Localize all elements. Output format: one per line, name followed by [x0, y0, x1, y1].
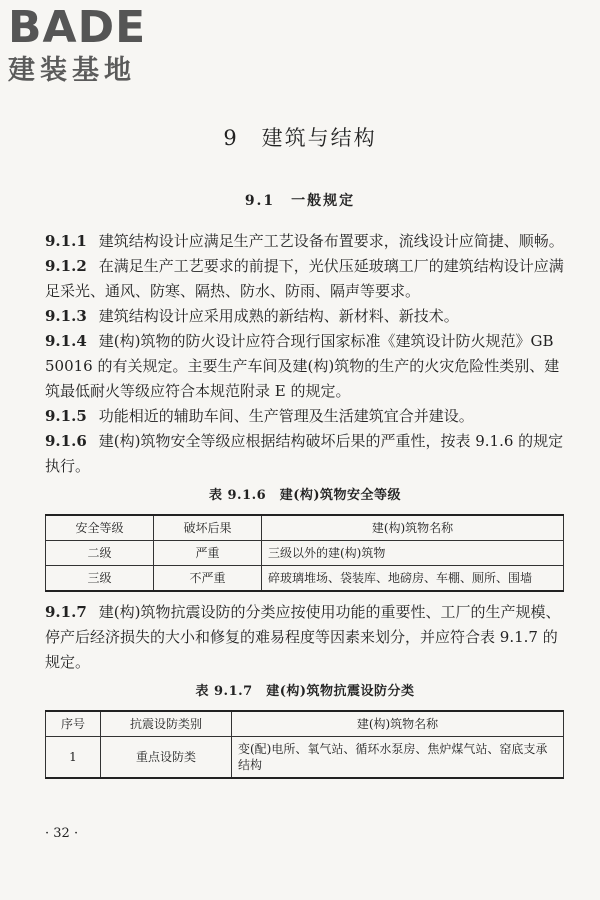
clause-text: 建(构)筑物抗震设防的分类应按使用功能的重要性、工厂的生产规模、停产后经济损失的大小和修复的难易程度等因素来划分，并应符合表 9.1.7 的规定。 [45, 603, 561, 671]
seismic-category-table [45, 710, 564, 779]
table-header-cell: 建(构)筑物名称 [232, 711, 564, 737]
clause-text: 功能相近的辅助车间、生产管理及生活建筑宜合并建设。 [98, 407, 474, 425]
table-header-cell: 破坏后果 [154, 515, 262, 541]
table-cell: 碎玻璃堆场、袋装库、地磅房、车棚、厕所、围墙 [262, 566, 564, 592]
table-cell: 重点设防类 [101, 737, 232, 779]
clause-text: 建(构)筑物的防火设计应符合现行国家标准《建筑设计防火规范》GB 50016 的有关规定。主要生产车间及建(构)筑物的生产的火灾危险性类别、建筑最低耐火等级应符合本规范附录 E 的规定。 [45, 332, 560, 400]
table-cell: 1 [46, 737, 101, 779]
section-title: 9.1 一般规定 [244, 193, 356, 209]
table-cell: 三级以外的建(构)筑物 [262, 541, 564, 566]
table-header-cell: 序号 [46, 711, 101, 737]
chapter-title: 9 建筑与结构 [223, 126, 377, 150]
paragraph-9-1-3 [45, 304, 565, 329]
clause-number: 9.1.3 [45, 307, 87, 325]
logo-text-en: BADE [8, 2, 147, 53]
table-header-row [46, 515, 564, 541]
table-header-cell: 抗震设防类别 [101, 711, 232, 737]
clause-text: 建(构)筑物安全等级应根据结构破坏后果的严重性，按表 9.1.6 的规定执行。 [45, 432, 564, 475]
clause-number: 9.1.6 [45, 432, 87, 450]
logo [8, 4, 146, 88]
table-row [46, 541, 564, 566]
table-cell: 三级 [46, 566, 154, 592]
paragraph-9-1-6 [45, 429, 565, 479]
table-header-cell: 建(构)筑物名称 [262, 515, 564, 541]
table-header-cell: 安全等级 [46, 515, 154, 541]
clause-number: 9.1.7 [45, 603, 87, 621]
page-number: · 32 · [45, 826, 79, 841]
table-cell: 严重 [154, 541, 262, 566]
table-cell: 不严重 [154, 566, 262, 592]
clause-text: 建筑结构设计应满足生产工艺设备布置要求，流线设计应简捷、顺畅。 [98, 232, 564, 250]
table-row [46, 566, 564, 592]
paragraph-9-1-5 [45, 404, 565, 429]
clause-text: 在满足生产工艺要求的前提下，光伏压延玻璃工厂的建筑结构设计应满足采光、通风、防寒、隔热、防水、防雨、隔声等要求。 [45, 257, 564, 300]
paragraph-9-1-4 [45, 329, 565, 404]
table-title-9-1-7: 表 9.1.7 建(构)筑物抗震设防分类 [195, 684, 415, 699]
paragraph-9-1-2 [45, 254, 565, 304]
clause-number: 9.1.2 [45, 257, 87, 275]
clause-number: 9.1.1 [45, 232, 87, 250]
table-header-row [46, 711, 564, 737]
table-title-9-1-6: 表 9.1.6 建(构)筑物安全等级 [208, 488, 402, 503]
paragraph-9-1-7 [45, 600, 565, 675]
table-cell: 二级 [46, 541, 154, 566]
clause-number: 9.1.4 [45, 332, 87, 350]
safety-grade-table [45, 514, 564, 592]
table-cell: 变(配)电所、氧气站、循环水泵房、焦炉煤气站、窑底支承结构 [232, 737, 564, 779]
clause-number: 9.1.5 [45, 407, 87, 425]
logo-text-cn: 建装基地 [8, 55, 136, 86]
paragraph-9-1-1 [45, 229, 565, 254]
clause-text: 建筑结构设计应采用成熟的新结构、新材料、新技术。 [98, 307, 459, 325]
document-body [45, 229, 565, 779]
table-row [46, 737, 564, 779]
